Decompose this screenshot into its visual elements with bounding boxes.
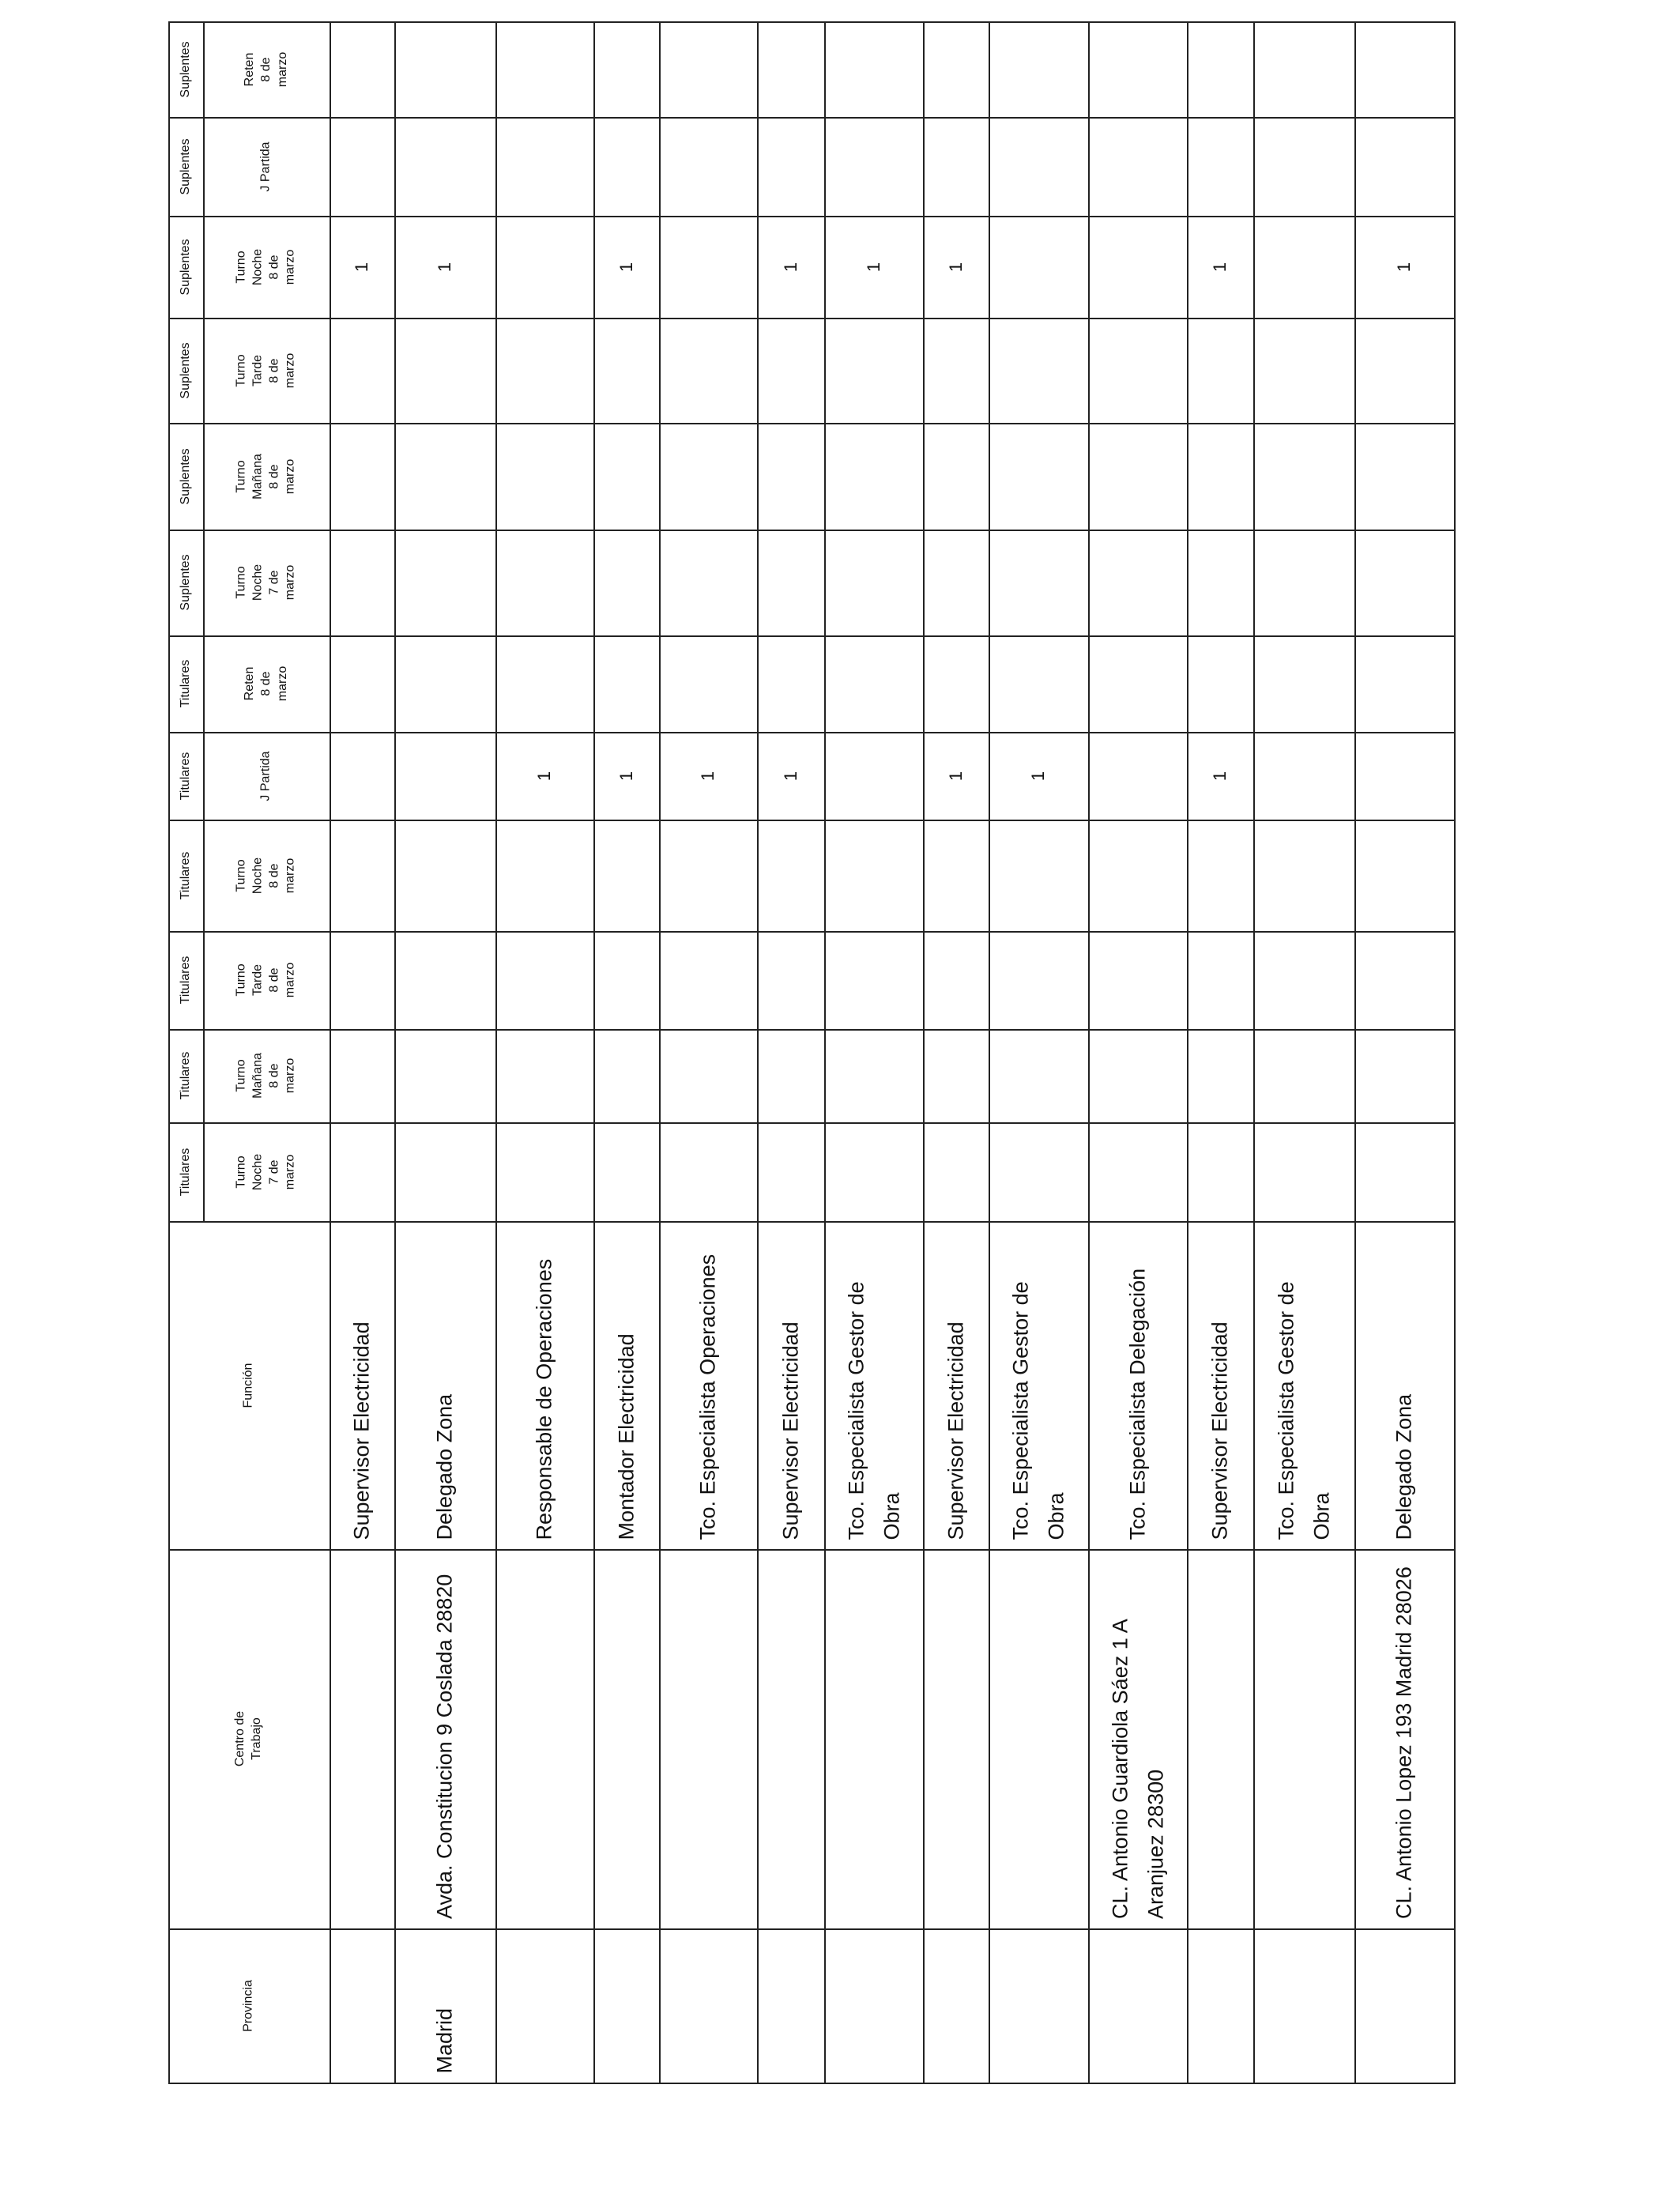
provincia-cell bbox=[495, 1928, 593, 2083]
centro-cell-text: CL. Antonio Lopez 193 Madrid 28026 bbox=[1392, 1566, 1416, 1919]
shift-mark-cell bbox=[923, 21, 989, 117]
shift-mark-cell bbox=[1088, 216, 1187, 318]
group-header bbox=[168, 931, 203, 1029]
shift-mark-cell bbox=[989, 1029, 1088, 1122]
shift-mark-cell bbox=[824, 423, 923, 530]
column-header-text: Turno Tarde 8 de marzo bbox=[234, 962, 297, 998]
shift-mark-cell bbox=[923, 732, 989, 820]
shift-mark-cell bbox=[923, 931, 989, 1029]
funcion-cell bbox=[1354, 1221, 1454, 1549]
shift-mark-cell bbox=[923, 635, 989, 732]
shift-mark-cell bbox=[495, 423, 593, 530]
column-header bbox=[203, 1122, 330, 1221]
shift-mark-cell bbox=[495, 216, 593, 318]
shift-mark-cell bbox=[659, 1029, 757, 1122]
shift-mark-cell-text: 1 bbox=[616, 262, 636, 272]
shift-mark-cell bbox=[1187, 423, 1253, 530]
shift-mark-cell bbox=[593, 1122, 659, 1221]
shift-mark-cell bbox=[824, 21, 923, 117]
shift-mark-cell bbox=[923, 530, 989, 635]
column-header bbox=[203, 530, 330, 635]
shift-mark-cell bbox=[1354, 117, 1454, 216]
column-header-text: Reten 8 de marzo bbox=[242, 51, 289, 87]
group-header bbox=[168, 1122, 203, 1221]
shift-mark-cell bbox=[1253, 117, 1354, 216]
shift-mark-cell bbox=[1354, 732, 1454, 820]
shift-mark-cell bbox=[1354, 423, 1454, 530]
provincia-cell bbox=[923, 1928, 989, 2083]
shift-mark-cell bbox=[1187, 318, 1253, 423]
funcion-cell bbox=[330, 1221, 394, 1549]
shift-mark-cell bbox=[593, 732, 659, 820]
shift-mark-cell bbox=[394, 635, 495, 732]
shift-mark-cell-text: 1 bbox=[945, 262, 966, 272]
shift-mark-cell bbox=[495, 21, 593, 117]
shift-mark-cell bbox=[659, 530, 757, 635]
provincia-cell bbox=[757, 1928, 824, 2083]
shift-mark-cell bbox=[1253, 635, 1354, 732]
provincia-cell bbox=[1354, 1928, 1454, 2083]
shift-mark-cell bbox=[824, 732, 923, 820]
shift-mark-cell bbox=[593, 21, 659, 117]
shift-mark-cell bbox=[1187, 1122, 1253, 1221]
shift-mark-cell bbox=[824, 1029, 923, 1122]
shift-mark-cell bbox=[659, 21, 757, 117]
shift-mark-cell bbox=[593, 635, 659, 732]
shift-mark-cell bbox=[757, 635, 824, 732]
funcion-cell-text: Supervisor Electricidad bbox=[778, 1321, 803, 1540]
column-header-provincia-text: Provincia bbox=[241, 1979, 255, 2032]
column-header-text: Turno Tarde 8 de marzo bbox=[234, 352, 297, 388]
shift-mark-cell bbox=[1354, 931, 1454, 1029]
shift-mark-cell bbox=[1088, 21, 1187, 117]
shift-mark-cell bbox=[1187, 931, 1253, 1029]
shift-mark-cell bbox=[593, 530, 659, 635]
funcion-cell bbox=[1253, 1221, 1354, 1549]
funcion-cell bbox=[394, 1221, 495, 1549]
shift-mark-cell bbox=[330, 635, 394, 732]
funcion-cell bbox=[757, 1221, 824, 1549]
centro-cell bbox=[923, 1549, 989, 1928]
shift-mark-cell bbox=[1187, 635, 1253, 732]
funcion-cell bbox=[495, 1221, 593, 1549]
provincia-cell bbox=[989, 1928, 1088, 2083]
shift-mark-cell bbox=[330, 318, 394, 423]
shift-mark-cell bbox=[330, 530, 394, 635]
column-header bbox=[203, 318, 330, 423]
shift-mark-cell-text: 1 bbox=[352, 262, 371, 272]
column-header-text: Turno Mañana 8 de marzo bbox=[234, 1053, 297, 1099]
column-header bbox=[203, 117, 330, 216]
shift-mark-cell bbox=[394, 931, 495, 1029]
table-border-right bbox=[1454, 21, 1456, 2084]
group-header-text: Titulares bbox=[179, 752, 192, 800]
shift-mark-cell bbox=[394, 21, 495, 117]
provincia-cell bbox=[1088, 1928, 1187, 2083]
column-header-centro-text: Centro de Trabajo bbox=[233, 1710, 263, 1767]
funcion-cell-text: Responsable de Operaciones bbox=[532, 1258, 556, 1540]
shift-mark-cell bbox=[1253, 318, 1354, 423]
column-header-text: Turno Noche 8 de marzo bbox=[234, 248, 297, 285]
group-header-text: Titulares bbox=[179, 1148, 192, 1196]
shift-mark-cell bbox=[989, 732, 1088, 820]
shift-mark-cell bbox=[757, 820, 824, 931]
centro-cell bbox=[1088, 1549, 1187, 1928]
group-header-text: Suplentes bbox=[179, 554, 192, 611]
group-header bbox=[168, 732, 203, 820]
column-header-text: Turno Noche 8 de marzo bbox=[234, 857, 297, 894]
shift-mark-cell bbox=[495, 820, 593, 931]
shift-mark-cell bbox=[394, 318, 495, 423]
shift-mark-cell bbox=[1253, 1029, 1354, 1122]
shift-mark-cell bbox=[923, 117, 989, 216]
shift-mark-cell bbox=[330, 1122, 394, 1221]
provincia-cell bbox=[824, 1928, 923, 2083]
shift-mark-cell bbox=[593, 820, 659, 931]
centro-cell bbox=[394, 1549, 495, 1928]
shift-mark-cell bbox=[1088, 820, 1187, 931]
shift-mark-cell bbox=[495, 1029, 593, 1122]
group-header bbox=[168, 216, 203, 318]
funcion-cell-text: Supervisor Electricidad bbox=[1207, 1321, 1232, 1540]
shift-mark-cell-text: 1 bbox=[616, 771, 636, 781]
shift-mark-cell bbox=[989, 423, 1088, 530]
column-header bbox=[203, 1029, 330, 1122]
shift-mark-cell bbox=[757, 1122, 824, 1221]
shift-mark-cell bbox=[1088, 423, 1187, 530]
shift-mark-cell bbox=[824, 117, 923, 216]
shift-mark-cell bbox=[394, 216, 495, 318]
shift-mark-cell bbox=[824, 1122, 923, 1221]
shift-mark-cell bbox=[1354, 820, 1454, 931]
column-header-text: Turno Mañana 8 de marzo bbox=[234, 453, 297, 499]
shift-mark-cell bbox=[593, 1029, 659, 1122]
shift-mark-cell bbox=[593, 117, 659, 216]
group-header bbox=[168, 820, 203, 931]
shift-mark-cell bbox=[1253, 1122, 1354, 1221]
group-header-text: Titulares bbox=[179, 1051, 192, 1100]
centro-cell bbox=[593, 1549, 659, 1928]
shift-mark-cell bbox=[923, 423, 989, 530]
shift-mark-cell bbox=[1253, 216, 1354, 318]
shift-mark-cell bbox=[1088, 931, 1187, 1029]
shift-mark-cell bbox=[659, 216, 757, 318]
shift-mark-cell bbox=[659, 931, 757, 1029]
group-header-text: Suplentes bbox=[179, 238, 192, 296]
shift-mark-cell bbox=[330, 931, 394, 1029]
column-header bbox=[203, 423, 330, 530]
shift-mark-cell bbox=[394, 530, 495, 635]
provincia-cell bbox=[330, 1928, 394, 2083]
shift-mark-cell bbox=[330, 732, 394, 820]
shift-mark-cell bbox=[824, 530, 923, 635]
shift-mark-cell bbox=[495, 117, 593, 216]
shift-mark-cell bbox=[1088, 117, 1187, 216]
shift-mark-cell bbox=[1354, 318, 1454, 423]
shift-mark-cell bbox=[330, 216, 394, 318]
column-header-text: Turno Noche 7 de marzo bbox=[234, 1153, 297, 1190]
centro-cell bbox=[989, 1549, 1088, 1928]
shift-mark-cell bbox=[1187, 732, 1253, 820]
shift-mark-cell bbox=[1253, 530, 1354, 635]
provincia-cell-text: Madrid bbox=[432, 2007, 457, 2073]
group-header-text: Suplentes bbox=[179, 341, 192, 399]
shift-mark-cell bbox=[923, 216, 989, 318]
funcion-cell bbox=[824, 1221, 923, 1549]
funcion-cell-text: Supervisor Electricidad bbox=[944, 1321, 968, 1540]
shift-mark-cell bbox=[757, 216, 824, 318]
shift-mark-cell bbox=[394, 820, 495, 931]
shift-mark-cell bbox=[1354, 21, 1454, 117]
shift-mark-cell bbox=[330, 423, 394, 530]
shift-mark-cell bbox=[394, 117, 495, 216]
shift-mark-cell bbox=[593, 216, 659, 318]
funcion-cell-text: Supervisor Electricidad bbox=[349, 1321, 374, 1540]
shift-mark-cell bbox=[757, 931, 824, 1029]
shift-mark-cell bbox=[1253, 931, 1354, 1029]
centro-cell bbox=[1187, 1549, 1253, 1928]
column-header-text: Turno Noche 7 de marzo bbox=[234, 564, 297, 601]
shift-mark-cell bbox=[1253, 423, 1354, 530]
funcion-cell-text: Tco. Especialista Gestor de Obra bbox=[843, 1280, 903, 1540]
shift-mark-cell-text: 1 bbox=[1394, 262, 1414, 272]
shift-mark-cell bbox=[1187, 1029, 1253, 1122]
shift-mark-cell bbox=[923, 1029, 989, 1122]
column-header-provincia bbox=[168, 1928, 330, 2083]
column-header-text: J Partida bbox=[258, 750, 273, 801]
shift-mark-cell bbox=[1088, 318, 1187, 423]
shift-mark-cell bbox=[1354, 1029, 1454, 1122]
shift-mark-cell bbox=[330, 820, 394, 931]
group-header bbox=[168, 1029, 203, 1122]
group-header-text: Titulares bbox=[179, 956, 192, 1005]
shift-mark-cell bbox=[1187, 820, 1253, 931]
funcion-cell-text: Tco. Especialista Operaciones bbox=[695, 1253, 720, 1540]
funcion-cell bbox=[1088, 1221, 1187, 1549]
shift-mark-cell bbox=[394, 1122, 495, 1221]
column-header bbox=[203, 820, 330, 931]
group-header-text: Suplentes bbox=[179, 447, 192, 505]
shift-mark-cell bbox=[394, 1029, 495, 1122]
shift-mark-cell bbox=[824, 216, 923, 318]
shift-mark-cell bbox=[989, 820, 1088, 931]
shift-mark-cell bbox=[1253, 21, 1354, 117]
shift-mark-cell bbox=[989, 117, 1088, 216]
shift-mark-cell bbox=[989, 931, 1088, 1029]
shift-mark-cell-text: 1 bbox=[780, 262, 800, 272]
shift-mark-cell bbox=[989, 21, 1088, 117]
shift-mark-cell-text: 1 bbox=[1210, 771, 1230, 781]
shift-mark-cell bbox=[824, 635, 923, 732]
shift-mark-cell bbox=[394, 423, 495, 530]
group-header-text: Suplentes bbox=[179, 40, 192, 98]
group-header-text: Titulares bbox=[179, 659, 192, 708]
shift-mark-cell bbox=[659, 318, 757, 423]
shift-mark-cell bbox=[593, 423, 659, 530]
column-header bbox=[203, 21, 330, 117]
shift-mark-cell bbox=[1253, 820, 1354, 931]
shift-mark-cell bbox=[593, 931, 659, 1029]
shift-mark-cell bbox=[757, 423, 824, 530]
shift-mark-cell bbox=[757, 1029, 824, 1122]
shift-mark-cell bbox=[1354, 530, 1454, 635]
group-header bbox=[168, 423, 203, 530]
shift-mark-cell bbox=[659, 1122, 757, 1221]
shift-mark-cell bbox=[1088, 1029, 1187, 1122]
shift-mark-cell bbox=[330, 117, 394, 216]
funcion-cell-text: Montador Electricidad bbox=[614, 1333, 638, 1540]
shift-mark-cell bbox=[1088, 1122, 1187, 1221]
funcion-cell-text: Tco. Especialista Gestor de Obra bbox=[1274, 1280, 1333, 1540]
shift-mark-cell bbox=[659, 732, 757, 820]
shift-mark-cell bbox=[989, 635, 1088, 732]
centro-cell-text: CL. Antonio Guardiola Sáez 1 A Aranjuez 28300 bbox=[1107, 1619, 1167, 1919]
column-header-funcion bbox=[168, 1221, 330, 1549]
funcion-cell bbox=[593, 1221, 659, 1549]
funcion-cell bbox=[923, 1221, 989, 1549]
centro-cell-text: Avda. Constitucion 9 Coslada 28820 bbox=[432, 1574, 457, 1919]
shift-mark-cell-text: 1 bbox=[698, 771, 718, 781]
column-header bbox=[203, 216, 330, 318]
shift-mark-cell bbox=[1187, 530, 1253, 635]
shift-mark-cell bbox=[330, 1029, 394, 1122]
shift-mark-cell bbox=[593, 318, 659, 423]
shift-mark-cell bbox=[1354, 1122, 1454, 1221]
shift-mark-cell bbox=[1354, 635, 1454, 732]
shift-mark-cell bbox=[495, 1122, 593, 1221]
shift-mark-cell bbox=[659, 635, 757, 732]
group-header-text: Suplentes bbox=[179, 138, 192, 195]
shift-mark-cell bbox=[989, 318, 1088, 423]
column-header-centro bbox=[168, 1549, 330, 1928]
funcion-cell bbox=[659, 1221, 757, 1549]
shift-mark-cell bbox=[757, 117, 824, 216]
funcion-cell-text: Delegado Zona bbox=[432, 1393, 457, 1540]
shift-mark-cell bbox=[989, 1122, 1088, 1221]
shift-mark-cell bbox=[923, 820, 989, 931]
shift-mark-cell-text: 1 bbox=[1028, 771, 1048, 781]
group-header-text: Titulares bbox=[179, 851, 192, 899]
shift-mark-cell bbox=[394, 732, 495, 820]
shift-mark-cell bbox=[495, 931, 593, 1029]
column-header bbox=[203, 732, 330, 820]
funcion-cell bbox=[989, 1221, 1088, 1549]
shift-mark-cell bbox=[330, 21, 394, 117]
group-header bbox=[168, 530, 203, 635]
shift-mark-cell bbox=[757, 530, 824, 635]
group-header bbox=[168, 117, 203, 216]
column-header-text: Reten 8 de marzo bbox=[242, 665, 289, 702]
shift-mark-cell bbox=[1253, 732, 1354, 820]
shift-mark-cell bbox=[989, 216, 1088, 318]
funcion-cell bbox=[1187, 1221, 1253, 1549]
provincia-cell bbox=[1253, 1928, 1354, 2083]
centro-cell bbox=[1253, 1549, 1354, 1928]
shift-mark-cell bbox=[1088, 732, 1187, 820]
shift-mark-cell-text: 1 bbox=[945, 771, 966, 781]
centro-cell bbox=[659, 1549, 757, 1928]
shift-mark-cell bbox=[1187, 216, 1253, 318]
group-header bbox=[168, 635, 203, 732]
shift-mark-cell bbox=[824, 820, 923, 931]
centro-cell bbox=[757, 1549, 824, 1928]
shift-mark-cell bbox=[659, 820, 757, 931]
group-header bbox=[168, 318, 203, 423]
shift-mark-cell bbox=[824, 318, 923, 423]
shift-mark-cell bbox=[1187, 117, 1253, 216]
shift-mark-cell bbox=[659, 117, 757, 216]
funcion-cell-text: Delegado Zona bbox=[1392, 1393, 1416, 1540]
funcion-cell-text: Tco. Especialista Delegación bbox=[1125, 1268, 1150, 1540]
shift-mark-cell-text: 1 bbox=[780, 771, 800, 781]
shift-mark-cell bbox=[989, 530, 1088, 635]
shift-mark-cell-text: 1 bbox=[863, 262, 883, 272]
column-header bbox=[203, 931, 330, 1029]
column-header bbox=[203, 635, 330, 732]
provincia-cell bbox=[1187, 1928, 1253, 2083]
centro-cell bbox=[495, 1549, 593, 1928]
shift-mark-cell bbox=[1088, 530, 1187, 635]
shift-mark-cell-text: 1 bbox=[435, 262, 454, 272]
provincia-cell bbox=[593, 1928, 659, 2083]
table-border-bottom bbox=[168, 2083, 1454, 2084]
shift-mark-cell-text: 1 bbox=[1210, 262, 1230, 272]
shift-mark-cell bbox=[757, 732, 824, 820]
shift-mark-cell bbox=[1187, 21, 1253, 117]
centro-cell bbox=[824, 1549, 923, 1928]
shift-mark-cell bbox=[923, 1122, 989, 1221]
shift-mark-cell bbox=[757, 318, 824, 423]
shift-mark-cell bbox=[923, 318, 989, 423]
shift-mark-cell bbox=[495, 530, 593, 635]
shift-mark-cell bbox=[495, 318, 593, 423]
column-header-funcion-text: Función bbox=[241, 1363, 255, 1408]
group-header bbox=[168, 21, 203, 117]
shift-mark-cell bbox=[495, 732, 593, 820]
shift-mark-cell bbox=[1354, 216, 1454, 318]
centro-cell bbox=[330, 1549, 394, 1928]
shift-mark-cell bbox=[824, 931, 923, 1029]
shift-mark-cell bbox=[659, 423, 757, 530]
column-header-text: J Partida bbox=[258, 141, 273, 192]
shift-mark-cell bbox=[757, 21, 824, 117]
funcion-cell-text: Tco. Especialista Gestor de Obra bbox=[1008, 1280, 1068, 1540]
shift-mark-cell bbox=[1088, 635, 1187, 732]
shift-mark-cell bbox=[495, 635, 593, 732]
provincia-cell bbox=[659, 1928, 757, 2083]
provincia-cell bbox=[394, 1928, 495, 2083]
centro-cell bbox=[1354, 1549, 1454, 1928]
shift-mark-cell-text: 1 bbox=[534, 771, 554, 781]
